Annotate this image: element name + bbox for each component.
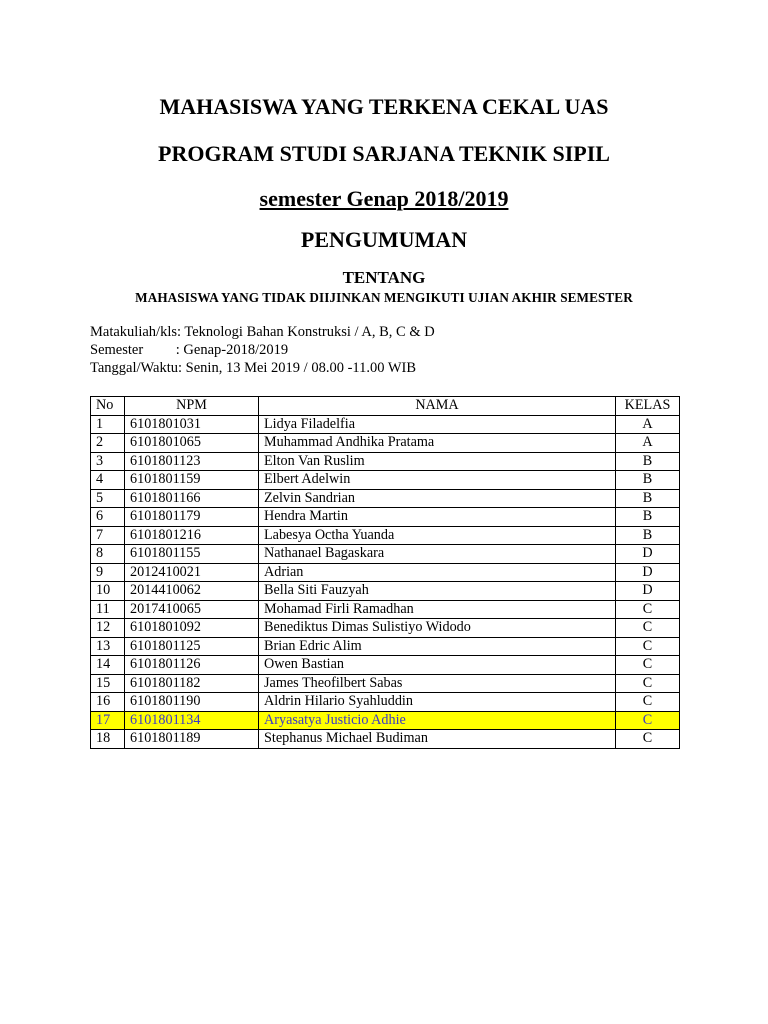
cell-nama: Brian Edric Alim (259, 637, 616, 656)
cell-kelas: C (616, 619, 680, 638)
table-row (91, 674, 680, 693)
cell-nama: Hendra Martin (259, 508, 616, 527)
cell-npm: 6101801216 (125, 526, 259, 545)
column-header-npm: NPM (125, 397, 259, 416)
cell-kelas: C (616, 656, 680, 675)
title-line-3: semester Genap 2018/2019 (259, 186, 509, 211)
cell-no: 11 (91, 600, 125, 619)
info-date-time: Tanggal/Waktu: Senin, 13 Mei 2019 / 08.00 -11.00 WIB (90, 360, 417, 376)
table-row (91, 711, 680, 730)
cell-npm: 6101801190 (125, 693, 259, 712)
cell-npm: 2012410021 (125, 563, 259, 582)
table-row (91, 452, 680, 471)
table-row (91, 508, 680, 527)
cell-kelas: C (616, 600, 680, 619)
cell-no: 17 (91, 711, 125, 730)
cell-nama: Lidya Filadelfia (259, 415, 616, 434)
cell-no: 8 (91, 545, 125, 564)
cell-npm: 2017410065 (125, 600, 259, 619)
table-row (91, 489, 680, 508)
cell-no: 13 (91, 637, 125, 656)
title-line-1: MAHASISWA YANG TERKENA CEKAL UAS (159, 94, 609, 119)
cell-no: 7 (91, 526, 125, 545)
table-row (91, 526, 680, 545)
cell-kelas: D (616, 545, 680, 564)
cell-nama: Muhammad Andhika Pratama (259, 434, 616, 453)
cell-kelas: C (616, 693, 680, 712)
table-row (91, 693, 680, 712)
cell-kelas: A (616, 415, 680, 434)
cell-nama: Owen Bastian (259, 656, 616, 675)
cell-npm: 6101801092 (125, 619, 259, 638)
cell-no: 6 (91, 508, 125, 527)
table-row (91, 545, 680, 564)
cell-npm: 6101801125 (125, 637, 259, 656)
table-row (91, 637, 680, 656)
cell-kelas: B (616, 508, 680, 527)
cell-nama: Elton Van Ruslim (259, 452, 616, 471)
student-table (90, 396, 680, 749)
table-row (91, 471, 680, 490)
cell-nama: Stephanus Michael Budiman (259, 730, 616, 749)
cell-nama: Bella Siti Fauzyah (259, 582, 616, 601)
cell-no: 16 (91, 693, 125, 712)
cell-kelas: B (616, 526, 680, 545)
title-line-2: PROGRAM STUDI SARJANA TEKNIK SIPIL (158, 141, 610, 166)
cell-kelas: B (616, 471, 680, 490)
cell-npm: 6101801126 (125, 656, 259, 675)
cell-no: 2 (91, 434, 125, 453)
cell-npm: 6101801182 (125, 674, 259, 693)
cell-no: 15 (91, 674, 125, 693)
subtitle: MAHASISWA YANG TIDAK DIIJINKAN MENGIKUTI UJIAN AKHIR SEMESTER (135, 290, 633, 305)
table-header-row (91, 397, 680, 416)
info-course: Matakuliah/kls: Teknologi Bahan Konstruksi / A, B, C & D (90, 324, 435, 340)
table-row (91, 582, 680, 601)
cell-nama: Zelvin Sandrian (259, 489, 616, 508)
cell-no: 12 (91, 619, 125, 638)
cell-nama: Elbert Adelwin (259, 471, 616, 490)
cell-nama: Aldrin Hilario Syahluddin (259, 693, 616, 712)
cell-kelas: D (616, 563, 680, 582)
cell-no: 3 (91, 452, 125, 471)
announcement-heading: PENGUMUMAN (300, 227, 468, 252)
cell-no: 5 (91, 489, 125, 508)
cell-no: 18 (91, 730, 125, 749)
cell-npm: 6101801159 (125, 471, 259, 490)
cell-nama: Labesya Octha Yuanda (259, 526, 616, 545)
cell-nama: Benediktus Dimas Sulistiyo Widodo (259, 619, 616, 638)
table-body (91, 415, 680, 748)
cell-npm: 6101801123 (125, 452, 259, 471)
column-header-nama: NAMA (259, 397, 616, 416)
table-row (91, 415, 680, 434)
cell-no: 9 (91, 563, 125, 582)
cell-no: 10 (91, 582, 125, 601)
cell-kelas: C (616, 730, 680, 749)
cell-npm: 6101801166 (125, 489, 259, 508)
cell-npm: 6101801031 (125, 415, 259, 434)
cell-no: 14 (91, 656, 125, 675)
cell-kelas: C (616, 674, 680, 693)
column-header-kelas: KELAS (616, 397, 680, 416)
cell-nama: Mohamad Firli Ramadhan (259, 600, 616, 619)
cell-kelas: C (616, 711, 680, 730)
table-row (91, 730, 680, 749)
cell-nama: James Theofilbert Sabas (259, 674, 616, 693)
cell-npm: 2014410062 (125, 582, 259, 601)
cell-kelas: B (616, 489, 680, 508)
cell-npm: 6101801189 (125, 730, 259, 749)
table-row (91, 434, 680, 453)
cell-kelas: A (616, 434, 680, 453)
cell-npm: 6101801065 (125, 434, 259, 453)
table-row (91, 619, 680, 638)
tentang-heading: TENTANG (342, 268, 426, 287)
cell-npm: 6101801134 (125, 711, 259, 730)
cell-kelas: C (616, 637, 680, 656)
cell-kelas: B (616, 452, 680, 471)
cell-no: 1 (91, 415, 125, 434)
table-row (91, 563, 680, 582)
cell-no: 4 (91, 471, 125, 490)
cell-nama: Adrian (259, 563, 616, 582)
table-row (91, 656, 680, 675)
column-header-no: No (91, 397, 125, 416)
info-semester: Semester : Genap-2018/2019 (90, 342, 289, 358)
cell-npm: 6101801179 (125, 508, 259, 527)
cell-nama: Aryasatya Justicio Adhie (259, 711, 616, 730)
cell-kelas: D (616, 582, 680, 601)
cell-nama: Nathanael Bagaskara (259, 545, 616, 564)
table-row (91, 600, 680, 619)
cell-npm: 6101801155 (125, 545, 259, 564)
